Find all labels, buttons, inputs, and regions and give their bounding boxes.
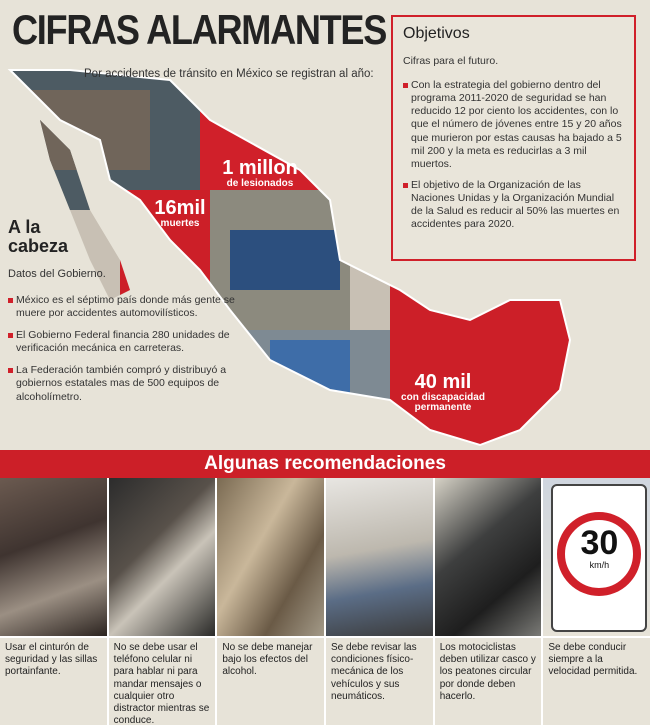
recomendaciones-heading: Algunas recomendaciones <box>0 450 650 478</box>
card-caption: No se debe usar el teléfono celular ni para hablar ni para mandar mensajes o cualquier otro distractor mientras se conduce. <box>113 642 210 725</box>
card-velocidad <box>543 478 650 725</box>
stat-muertes-label: muertes <box>160 218 200 229</box>
cabeza-subtitle: Datos del Gobierno. <box>8 267 106 280</box>
speed-limit-ring <box>557 512 641 596</box>
card-caption: Los motociclistas deben utilizar casco y los peatones circular por donde deben hacerlo. <box>439 642 536 702</box>
objetivos-box <box>391 15 636 261</box>
cabeza-list <box>8 294 238 404</box>
list-item: El Gobierno Federal financia 280 unidades de verificación mecánica en carreteras. <box>8 329 238 355</box>
cabeza-heading-line2: cabeza <box>8 235 69 256</box>
stat-lesionados-value: 1 millon <box>222 157 298 179</box>
objetivos-heading: Objetivos <box>403 25 470 42</box>
card-cinturon <box>0 478 109 725</box>
speed-limit-unit: km/h <box>589 560 610 570</box>
intro-text: Por accidentes de tránsito en México se registran al año: <box>84 68 374 80</box>
recomendaciones-cards <box>0 478 650 725</box>
cabeza-heading-line1: A la <box>8 217 41 237</box>
list-item: La Federación también compró y distribuyó a gobiernos estatales mas de 500 equipos de alcoholímetro. <box>8 364 238 403</box>
list-item: México es el séptimo país donde más gente se muere por accidentes automovilísticos. <box>8 294 238 320</box>
stat-lesionados-label: de lesionados <box>226 178 294 189</box>
stat-discapacidad-value: 40 mil <box>414 371 472 393</box>
photo-motorcyclist <box>435 478 542 638</box>
photo-speed-sign <box>543 478 650 638</box>
card-caption: Usar el cinturón de seguridad y las sillas portainfante. <box>5 642 98 678</box>
photo-tire-check <box>326 478 433 638</box>
card-caption: Se debe conducir siempre a la velocidad permitida. <box>548 642 638 678</box>
card-revision <box>326 478 435 725</box>
stat-muertes-value: 16mil <box>154 197 206 219</box>
list-item: Con la estrategia del gobierno dentro del programa 2011-2020 de seguridad se han reducido 12 por ciento los accidentes, con lo que el número de jóvenes entre 15 y 20 años que murieron por estas causas ha bajado a 5 mil 200 y la meta es reducirlas a 3 mil muertos. <box>403 79 624 171</box>
card-celular <box>109 478 218 725</box>
stat-discapacidad <box>398 372 488 413</box>
card-caption: Se debe revisar las condiciones físico-mecánica de los vehículos y sus neumáticos. <box>331 642 417 702</box>
objetivos-subtitle: Cifras para el futuro. <box>403 55 499 67</box>
page-title: CIFRAS ALARMANTES <box>12 6 387 53</box>
objetivos-list <box>403 79 624 231</box>
card-motociclistas <box>435 478 544 725</box>
speed-limit-number: 30 <box>580 524 619 562</box>
speed-limit-sign-icon <box>551 484 647 632</box>
cabeza-heading <box>8 218 238 256</box>
card-caption: No se debe manejar bajo los efectos del alcohol. <box>222 642 313 678</box>
cabeza-section <box>8 218 238 413</box>
list-item: El objetivo de la Organización de las Naciones Unidas y la Organización Mundial de la Salud es reducir al 50% las muertes en accidentes para 2020. <box>403 179 624 232</box>
stat-lesionados <box>210 158 310 189</box>
stat-discapacidad-label: con discapacidad permanente <box>401 392 485 413</box>
card-alcohol <box>217 478 326 725</box>
photo-phone <box>109 478 216 638</box>
photo-drinking <box>217 478 324 638</box>
photo-seatbelt <box>0 478 107 638</box>
